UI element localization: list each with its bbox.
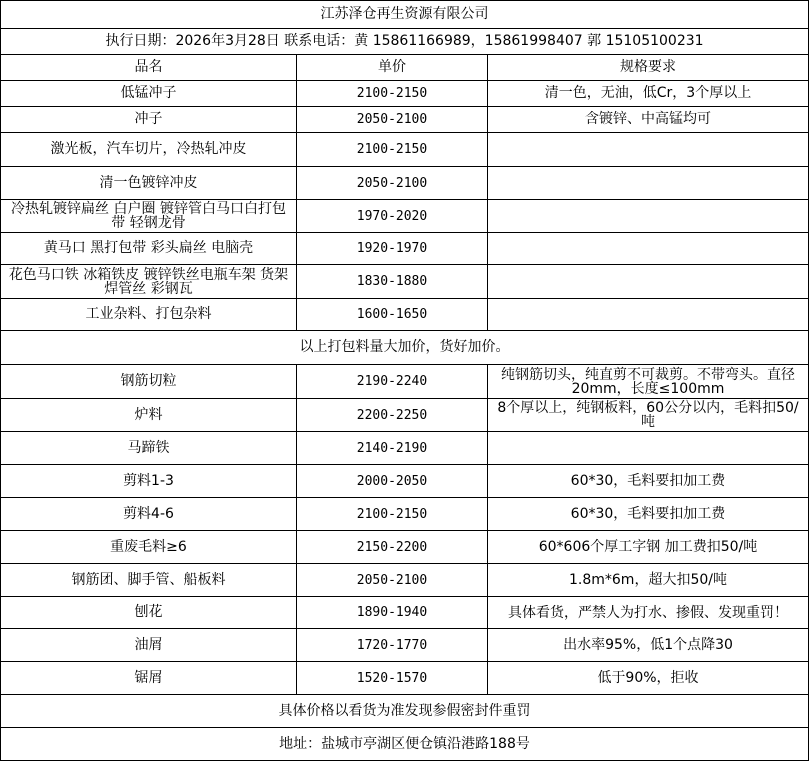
item-name: 钢筋切粒: [1, 365, 297, 399]
item-name: 剪料4-6: [1, 498, 297, 531]
address-line: 地址：盐城市亭湖区便仓镇沿港路188号: [1, 728, 809, 761]
item-price: 1920-1970: [297, 233, 488, 265]
item-spec: [488, 200, 809, 233]
header-price: 单价: [297, 55, 488, 81]
header-spec: 规格要求: [488, 55, 809, 81]
company-title: 江苏泽仓再生资源有限公司: [1, 1, 809, 29]
table-row: [1, 81, 809, 107]
table-row: [1, 365, 809, 399]
table-row: [1, 531, 809, 564]
table-row: [1, 465, 809, 498]
item-price: 2150-2200: [297, 531, 488, 564]
item-price: 2100-2150: [297, 81, 488, 107]
item-name: 冲子: [1, 107, 297, 133]
item-name: 黄马口 黑打包带 彩头扁丝 电脑壳: [1, 233, 297, 265]
item-name: 钢筋团、脚手管、船板料: [1, 564, 297, 597]
item-spec: [488, 233, 809, 265]
item-price: 1520-1570: [297, 662, 488, 695]
item-name: 剪料1-3: [1, 465, 297, 498]
item-name: 重废毛料≥6: [1, 531, 297, 564]
item-price: 1890-1940: [297, 597, 488, 629]
item-price: 1720-1770: [297, 629, 488, 662]
item-spec: 60*30，毛料要扣加工费: [488, 465, 809, 498]
item-price: 2050-2100: [297, 167, 488, 200]
item-spec: [488, 265, 809, 299]
item-name: 刨花: [1, 597, 297, 629]
item-name: 马蹄铁: [1, 432, 297, 465]
header-name: 品名: [1, 55, 297, 81]
item-spec: 1.8m*6m，超大扣50/吨: [488, 564, 809, 597]
item-spec: [488, 167, 809, 200]
table-row: [1, 432, 809, 465]
item-name: 清一色镀锌冲皮: [1, 167, 297, 200]
item-spec: [488, 299, 809, 331]
bulk-note: 以上打包料量大加价，货好加价。: [1, 331, 809, 365]
item-price: 1830-1880: [297, 265, 488, 299]
item-spec: 含镀锌、中高锰均可: [488, 107, 809, 133]
item-spec: 60*30，毛料要扣加工费: [488, 498, 809, 531]
table-row: [1, 265, 809, 299]
item-spec: 出水率95%，低1个点降30: [488, 629, 809, 662]
item-spec: 低于90%，拒收: [488, 662, 809, 695]
table-row: [1, 167, 809, 200]
table-row: [1, 107, 809, 133]
table-row: [1, 629, 809, 662]
item-name: 炉料: [1, 399, 297, 432]
table-row: [1, 662, 809, 695]
item-spec: [488, 432, 809, 465]
item-spec: [488, 133, 809, 167]
item-price: 2140-2190: [297, 432, 488, 465]
table-row: [1, 498, 809, 531]
item-spec: 8个厚以上，纯钢板料，60公分以内，毛料扣50/吨: [488, 399, 809, 432]
item-name: 花色马口铁 冰箱铁皮 镀锌铁丝电瓶车架 货架 焊管丝 彩钢瓦: [1, 265, 297, 299]
item-spec: 具体看货，严禁人为打水、掺假、发现重罚！: [488, 597, 809, 629]
table-row: [1, 200, 809, 233]
item-price: 2000-2050: [297, 465, 488, 498]
item-spec: 60*606个厚工字钢 加工费扣50/吨: [488, 531, 809, 564]
item-price: 1600-1650: [297, 299, 488, 331]
item-price: 2100-2150: [297, 133, 488, 167]
item-price: 2100-2150: [297, 498, 488, 531]
info-line: 执行日期：2026年3月28日 联系电话：黄 15861166989，15861998407 郭 15105100231: [1, 29, 809, 55]
table-row: [1, 299, 809, 331]
table-row: [1, 133, 809, 167]
item-name: 油屑: [1, 629, 297, 662]
item-name: 激光板，汽车切片，冷热轧冲皮: [1, 133, 297, 167]
item-name: 冷热轧镀锌扁丝 白户圈 镀锌管白马口白打包带 轻钢龙骨: [1, 200, 297, 233]
item-price: 1970-2020: [297, 200, 488, 233]
item-price: 2050-2100: [297, 564, 488, 597]
item-spec: 纯钢筋切头，纯直剪不可裁剪。不带弯头。直径20mm，长度≤100mm: [488, 365, 809, 399]
penalty-note: 具体价格以看货为准发现参假密封件重罚: [1, 695, 809, 728]
item-price: 2190-2240: [297, 365, 488, 399]
item-name: 低锰冲子: [1, 81, 297, 107]
item-name: 工业杂料、打包杂料: [1, 299, 297, 331]
table-row: [1, 233, 809, 265]
table-row: [1, 597, 809, 629]
table-row: [1, 564, 809, 597]
item-price: 2050-2100: [297, 107, 488, 133]
item-name: 锯屑: [1, 662, 297, 695]
table-row: [1, 399, 809, 432]
item-spec: 清一色，无油，低Cr，3个厚以上: [488, 81, 809, 107]
item-price: 2200-2250: [297, 399, 488, 432]
